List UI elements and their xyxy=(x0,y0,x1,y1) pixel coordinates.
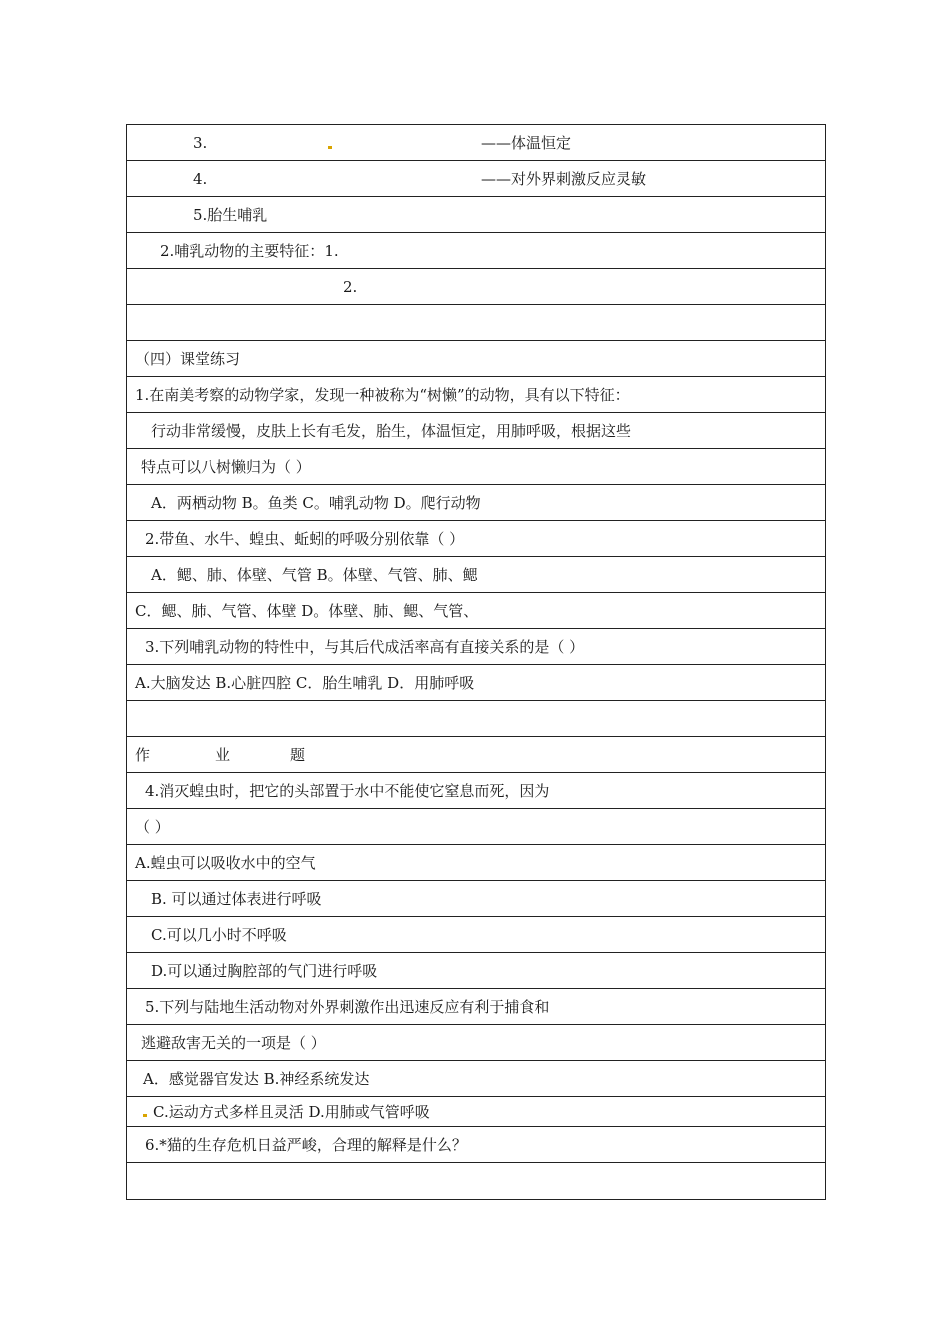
homework-heading-part: 业 xyxy=(215,746,231,764)
question-2-options: C．鳃、肺、气管、体壁 D。体壁、肺、鳃、气管、 xyxy=(135,602,479,620)
table-row xyxy=(127,1025,825,1061)
question-3-text: 3.下列哺乳动物的特性中，与其后代成活率高有直接关系的是（ ） xyxy=(145,638,585,656)
feature-3-number: 3. xyxy=(193,134,208,152)
table-row xyxy=(127,233,825,269)
yellow-mark xyxy=(143,1114,147,1117)
table-row xyxy=(127,161,825,197)
question-6-text: 6.*猫的生存危机日益严峻，合理的解释是什么？ xyxy=(145,1136,467,1154)
worksheet-table xyxy=(126,124,826,1200)
feature-5-text: 5.胎生哺乳 xyxy=(193,206,268,224)
table-row xyxy=(127,449,825,485)
question-4-blank: （ ） xyxy=(135,818,170,836)
table-row-empty xyxy=(127,1163,825,1199)
table-row xyxy=(127,809,825,845)
question-1-text: 行动非常缓慢，皮肤上长有毛发，胎生，体温恒定，用肺呼吸，根据这些 xyxy=(151,422,632,440)
table-row xyxy=(127,629,825,665)
table-row xyxy=(127,485,825,521)
question-1-text: 1.在南美考察的动物学家，发现一种被称为“树懒”的动物，具有以下特征： xyxy=(135,386,630,404)
table-row-empty xyxy=(127,305,825,341)
question-4-option: B. 可以通过体表进行呼吸 xyxy=(151,890,322,908)
section-heading: （四）课堂练习 xyxy=(135,350,241,368)
question-2-options: A．鳃、肺、体壁、气管 B。体壁、气管、肺、鳃 xyxy=(151,566,478,584)
question-3-options: A.大脑发达 B.心脏四腔 C．胎生哺乳 D．用肺呼吸 xyxy=(135,674,475,692)
feature-3-text: ——体温恒定 xyxy=(481,134,572,152)
table-row xyxy=(127,737,825,773)
table-row xyxy=(127,593,825,629)
question-1-text: 特点可以八树懒归为（ ） xyxy=(141,458,311,476)
question-4-text: 4.消灭蝗虫时，把它的头部置于水中不能使它窒息而死，因为 xyxy=(145,782,550,800)
table-row xyxy=(127,773,825,809)
table-row xyxy=(127,1127,825,1163)
table-row xyxy=(127,197,825,233)
table-row xyxy=(127,413,825,449)
table-row xyxy=(127,881,825,917)
table-row xyxy=(127,1061,825,1097)
question-5-text: 逃避敌害无关的一项是（ ） xyxy=(141,1034,326,1052)
table-row xyxy=(127,521,825,557)
feature-4-number: 4. xyxy=(193,170,208,188)
table-row xyxy=(127,953,825,989)
question-5-text: 5.下列与陆地生活动物对外界刺激作出迅速反应有利于捕食和 xyxy=(145,998,550,1016)
table-row xyxy=(127,845,825,881)
yellow-mark xyxy=(328,146,332,149)
question-4-option: A.蝗虫可以吸收水中的空气 xyxy=(135,854,316,872)
table-row xyxy=(127,1097,825,1127)
table-row xyxy=(127,341,825,377)
table-row xyxy=(127,989,825,1025)
question-4-option: D.可以通过胸腔部的气门进行呼吸 xyxy=(151,962,378,980)
table-row xyxy=(127,557,825,593)
table-row xyxy=(127,125,825,161)
table-row xyxy=(127,377,825,413)
question-5-options: A．感觉器官发达 B.神经系统发达 xyxy=(143,1070,370,1088)
table-row xyxy=(127,665,825,701)
main-features-label: 2.哺乳动物的主要特征：1. xyxy=(160,242,339,260)
main-feature-2-number: 2. xyxy=(343,278,358,296)
homework-heading-part: 作 xyxy=(135,746,151,764)
feature-4-text: ——对外界刺激反应灵敏 xyxy=(481,170,647,188)
table-row xyxy=(127,917,825,953)
table-row-empty xyxy=(127,701,825,737)
question-2-text: 2.带鱼、水牛、蝗虫、蚯蚓的呼吸分别依靠（ ） xyxy=(145,530,465,548)
question-1-options: A．两栖动物 B。鱼类 C。哺乳动物 D。爬行动物 xyxy=(151,494,481,512)
table-row xyxy=(127,269,825,305)
question-5-options: C.运动方式多样且灵活 D.用肺或气管呼吸 xyxy=(153,1103,430,1121)
question-4-option: C.可以几小时不呼吸 xyxy=(151,926,287,944)
homework-heading-part: 题 xyxy=(290,746,306,764)
